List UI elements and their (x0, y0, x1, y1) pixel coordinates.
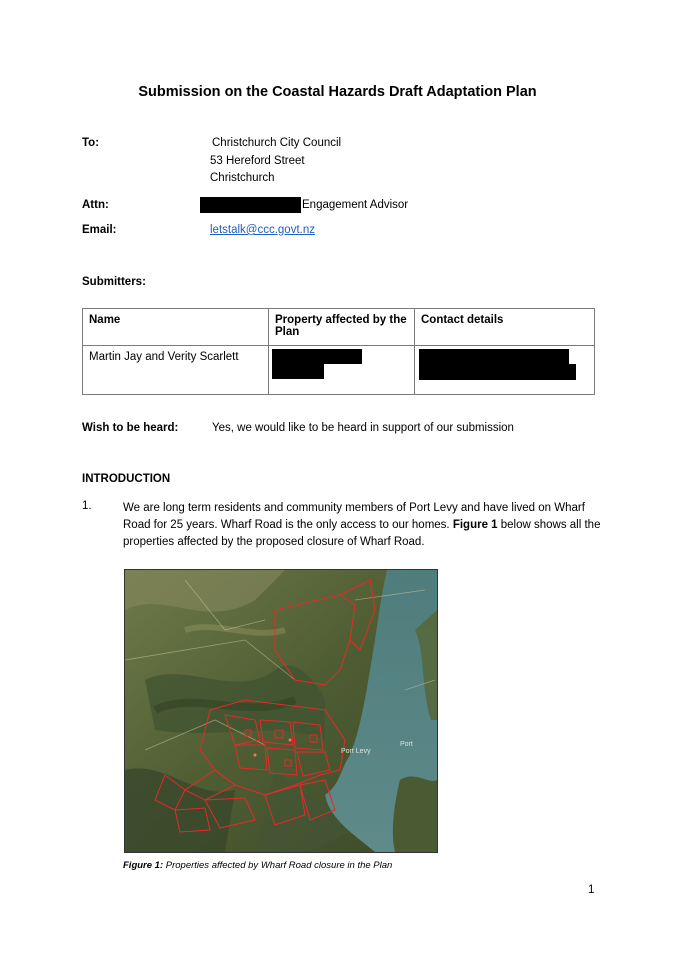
to-line-1: Christchurch City Council (212, 137, 342, 149)
redacted-contact-line-1 (419, 349, 569, 364)
submitters-heading: Submitters: (82, 276, 146, 288)
contact-cell (415, 346, 595, 395)
map-label-port: Port (400, 741, 413, 748)
email-link[interactable]: letstalk@ccc.govt.nz (210, 224, 315, 236)
redacted-property-line-2 (272, 364, 324, 379)
to-line-3: Christchurch (210, 172, 275, 184)
redacted-property-line-1 (272, 349, 362, 364)
property-map (124, 569, 438, 853)
introduction-heading: INTRODUCTION (82, 473, 171, 485)
aerial-map-image (125, 570, 437, 852)
property-cell (269, 346, 415, 395)
paragraph-number: 1. (82, 500, 92, 512)
page-number: 1 (588, 884, 595, 896)
table-header-row (83, 309, 595, 346)
to-label: To: (82, 137, 100, 149)
submitters-table (82, 308, 595, 395)
map-label-port-levy: Port Levy (341, 748, 371, 755)
paragraph-text-1: We are long term residents and community members of Port Levy and have lived on Wharf Road for 25 years. Wharf Road is the only access to our homes. (123, 502, 585, 531)
attn-label: Attn: (82, 199, 109, 211)
caption-label: Figure 1: (123, 860, 164, 871)
attn-role: Engagement Advisor (302, 199, 409, 211)
submitter-name-cell: Martin Jay and Verity Scarlett (83, 346, 269, 395)
column-header-name: Name (83, 309, 269, 346)
to-line-2: 53 Hereford Street (210, 155, 305, 167)
caption-text: Properties affected by Wharf Road closure in the Plan (163, 860, 393, 871)
document-title: Submission on the Coastal Hazards Draft Adaptation Plan (138, 84, 537, 100)
redacted-name (200, 197, 301, 213)
email-label: Email: (82, 224, 117, 236)
redacted-contact-line-2 (419, 364, 576, 380)
figure-reference: Figure 1 (452, 519, 498, 531)
column-header-property: Property affected by the Plan (269, 309, 415, 346)
paragraph-text-2: below shows all the properties affected by the proposed closure of Wharf Road. (123, 519, 601, 548)
heard-label: Wish to be heard: (82, 422, 179, 434)
heard-value: Yes, we would like to be heard in support of our submission (212, 422, 514, 434)
table-row (83, 346, 595, 395)
column-header-contact: Contact details (415, 309, 595, 346)
introduction-paragraph (123, 500, 603, 551)
figure-caption (123, 860, 392, 871)
